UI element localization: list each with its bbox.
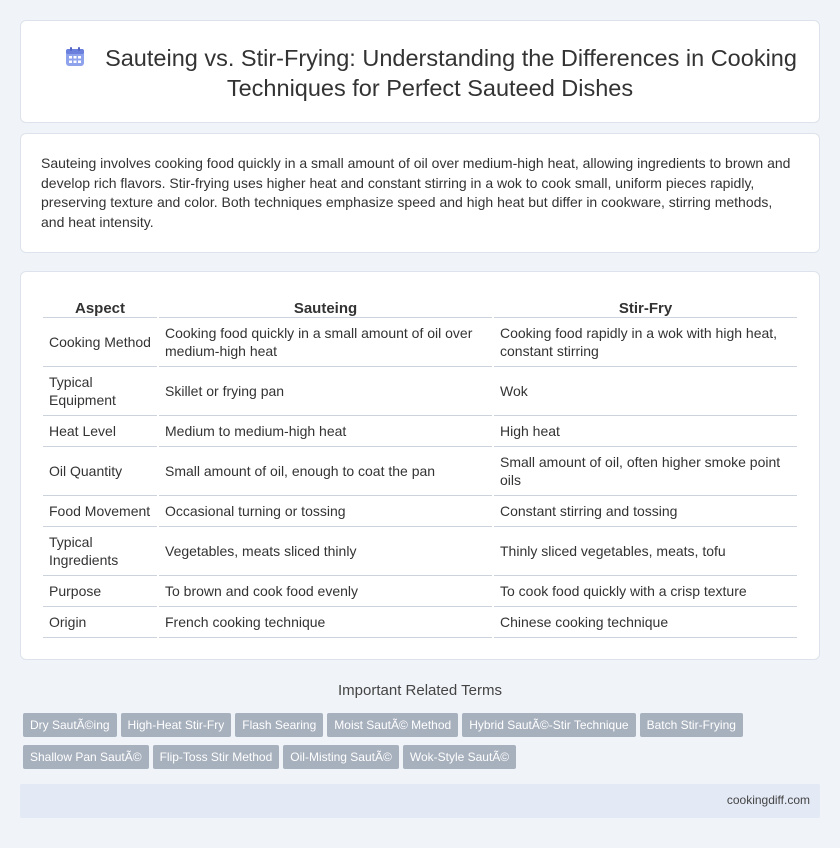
table-row — [43, 318, 797, 367]
table-row — [43, 496, 797, 527]
table-header-row — [43, 296, 797, 318]
table-cell-stir-fry: To cook food quickly with a crisp texture — [494, 576, 797, 607]
page-title — [61, 43, 799, 103]
related-terms-tags — [23, 713, 803, 777]
table-cell-sauteing: Occasional turning or tossing — [159, 496, 492, 527]
related-term-tag[interactable]: Hybrid SautÃ©-Stir Technique — [462, 713, 635, 737]
related-term-tag[interactable]: Oil-Misting SautÃ© — [283, 745, 399, 769]
intro-text: Sauteing involves cooking food quickly in a small amount of oil over medium-high heat, allowing ingredients to brown and develop rich flavors. Stir-frying uses higher heat and constant stirring in a wok to cook small, uniform pieces rapidly, preserving texture and color. Both techniques emphasize speed and high heat but differ in cookware, stirring methods, and heat intensity. — [41, 155, 791, 230]
table-cell-aspect: Cooking Method — [43, 318, 157, 367]
related-term-tag[interactable]: Flash Searing — [235, 713, 323, 737]
related-term-tag[interactable]: High-Heat Stir-Fry — [121, 713, 232, 737]
related-term-tag[interactable]: Wok-Style SautÃ© — [403, 745, 516, 769]
related-terms-heading: Important Related Terms — [338, 682, 502, 699]
table-cell-aspect: Origin — [43, 607, 157, 638]
table-cell-sauteing: Skillet or frying pan — [159, 367, 492, 416]
header-stir-fry: Stir-Fry — [494, 296, 797, 318]
header-sauteing: Sauteing — [159, 296, 492, 318]
table-cell-stir-fry: Cooking food rapidly in a wok with high heat, constant stirring — [494, 318, 797, 367]
table-cell-stir-fry: Thinly sliced vegetables, meats, tofu — [494, 527, 797, 576]
related-term-tag[interactable]: Dry SautÃ©ing — [23, 713, 117, 737]
related-term-tag[interactable]: Shallow Pan SautÃ© — [23, 745, 149, 769]
comparison-table — [41, 296, 799, 638]
table-cell-sauteing: Vegetables, meats sliced thinly — [159, 527, 492, 576]
table-row — [43, 447, 797, 496]
footer — [20, 784, 820, 818]
table-row — [43, 416, 797, 447]
table-row — [43, 607, 797, 638]
intro-card — [20, 133, 820, 253]
related-term-tag[interactable]: Batch Stir-Frying — [640, 713, 743, 737]
table-cell-aspect: Purpose — [43, 576, 157, 607]
table-cell-aspect: Typical Ingredients — [43, 527, 157, 576]
table-cell-sauteing: To brown and cook food evenly — [159, 576, 492, 607]
table-cell-sauteing: French cooking technique — [159, 607, 492, 638]
table-cell-stir-fry: Wok — [494, 367, 797, 416]
table-cell-sauteing: Small amount of oil, enough to coat the pan — [159, 447, 492, 496]
table-cell-sauteing: Medium to medium-high heat — [159, 416, 492, 447]
table-cell-stir-fry: Chinese cooking technique — [494, 607, 797, 638]
table-cell-stir-fry: Small amount of oil, often higher smoke point oils — [494, 447, 797, 496]
header-aspect: Aspect — [43, 296, 157, 318]
table-cell-stir-fry: Constant stirring and tossing — [494, 496, 797, 527]
title-wrap — [61, 43, 799, 103]
table-row — [43, 576, 797, 607]
table-cell-aspect: Typical Equipment — [43, 367, 157, 416]
page-title-text: Sauteing vs. Stir-Frying: Understanding the Differences in Cooking Techniques for Perfect Sauteed Dishes — [105, 45, 797, 101]
table-cell-stir-fry: High heat — [494, 416, 797, 447]
footer-site-link[interactable]: cookingdiff.com — [726, 793, 810, 807]
table-cell-sauteing: Cooking food quickly in a small amount of oil over medium-high heat — [159, 318, 492, 367]
table-row — [43, 367, 797, 416]
table-row — [43, 527, 797, 576]
table-cell-aspect: Oil Quantity — [43, 447, 157, 496]
related-term-tag[interactable]: Flip-Toss Stir Method — [153, 745, 280, 769]
comparison-table-card — [20, 271, 820, 660]
table-cell-aspect: Food Movement — [43, 496, 157, 527]
title-card — [20, 20, 820, 123]
table-cell-aspect: Heat Level — [43, 416, 157, 447]
related-term-tag[interactable]: Moist SautÃ© Method — [327, 713, 458, 737]
calendar-icon — [63, 45, 87, 69]
